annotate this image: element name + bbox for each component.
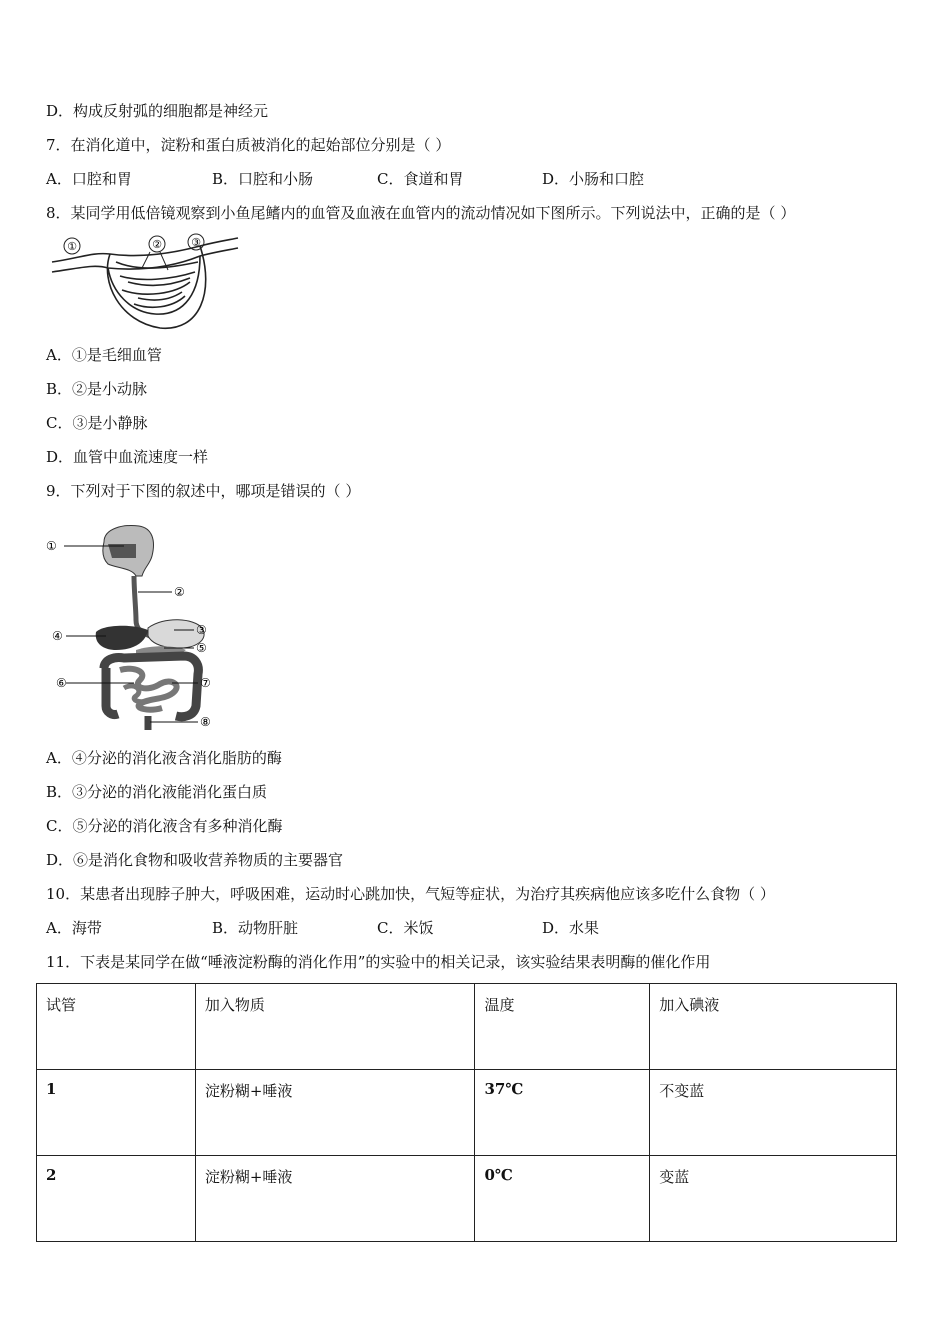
q9-option-b[interactable]: B．③分泌的消化液能消化蛋白质 <box>46 783 268 801</box>
fig9-label-4: ④ <box>52 629 63 643</box>
fig9-label-1: ① <box>46 539 57 553</box>
q10-option-c[interactable]: C．米饭 <box>377 919 434 937</box>
table-cell: 37℃ <box>475 1070 650 1156</box>
question-7: 7．在消化道中，淀粉和蛋白质被消化的起始部位分别是（ ） <box>46 136 451 154</box>
fig9-label-6: ⑥ <box>56 676 67 690</box>
fig9-label-2: ② <box>174 585 185 599</box>
digestive-system-figure <box>44 520 224 732</box>
question-10: 10．某患者出现脖子肿大，呼吸困难，运动时心跳加快，气短等症状，为治疗其疾病他应该多吃什么食物（ ） <box>46 885 775 903</box>
fig9-label-3: ③ <box>196 623 207 637</box>
q8-option-d[interactable]: D．血管中血流速度一样 <box>46 448 209 466</box>
table-cell: 淀粉糊+唾液 <box>195 1070 475 1156</box>
fig9-label-8: ⑧ <box>200 715 211 729</box>
fig9-label-7: ⑦ <box>200 676 211 690</box>
q10-option-a[interactable]: A．海带 <box>46 919 102 937</box>
q7-option-b[interactable]: B．口腔和小肠 <box>212 170 314 188</box>
fig8-label-2: ② <box>152 238 162 251</box>
q7-option-a[interactable]: A．口腔和胃 <box>46 170 132 188</box>
q8-option-a[interactable]: A．①是毛细血管 <box>46 346 162 364</box>
fig8-label-3: ③ <box>191 236 201 249</box>
table-cell: 0℃ <box>475 1156 650 1242</box>
table-row <box>37 1070 897 1156</box>
q7-option-d[interactable]: D．小肠和口腔 <box>542 170 645 188</box>
question-8: 8．某同学用低倍镜观察到小鱼尾鳍内的血管及血液在血管内的流动情况如下图所示。下列说法中，正确的是（ ） <box>46 204 796 222</box>
experiment-table <box>36 983 897 1242</box>
q9-option-a[interactable]: A．④分泌的消化液含消化脂肪的酶 <box>46 749 282 767</box>
q7-option-c[interactable]: C．食道和胃 <box>377 170 464 188</box>
table-header-cell: 温度 <box>475 984 650 1070</box>
fig8-label-1: ① <box>67 240 77 253</box>
table-cell: 不变蓝 <box>650 1070 897 1156</box>
table-header-cell: 加入碘液 <box>650 984 897 1070</box>
q8-option-c[interactable]: C．③是小静脉 <box>46 414 148 432</box>
question-9: 9．下列对于下图的叙述中，哪项是错误的（ ） <box>46 482 361 500</box>
line-d-prev: D．构成反射弧的细胞都是神经元 <box>46 102 269 120</box>
table-cell: 1 <box>37 1070 196 1156</box>
q8-option-b[interactable]: B．②是小动脉 <box>46 380 148 398</box>
question-11: 11．下表是某同学在做“唾液淀粉酶的消化作用”的实验中的相关记录，该实验结果表明酶的催化作用 <box>46 953 711 971</box>
blood-vessel-figure <box>50 232 240 340</box>
table-cell: 变蓝 <box>650 1156 897 1242</box>
q9-option-d[interactable]: D．⑥是消化食物和吸收营养物质的主要器官 <box>46 851 344 869</box>
table-header-row <box>37 984 897 1070</box>
fig9-label-5: ⑤ <box>196 641 207 655</box>
table-cell: 2 <box>37 1156 196 1242</box>
table-header-cell: 加入物质 <box>195 984 475 1070</box>
q10-option-b[interactable]: B．动物肝脏 <box>212 919 299 937</box>
q10-option-d[interactable]: D．水果 <box>542 919 600 937</box>
table-row <box>37 1156 897 1242</box>
table-cell: 淀粉糊+唾液 <box>195 1156 475 1242</box>
table-header-cell: 试管 <box>37 984 196 1070</box>
q9-option-c[interactable]: C．⑤分泌的消化液含有多种消化酶 <box>46 817 283 835</box>
